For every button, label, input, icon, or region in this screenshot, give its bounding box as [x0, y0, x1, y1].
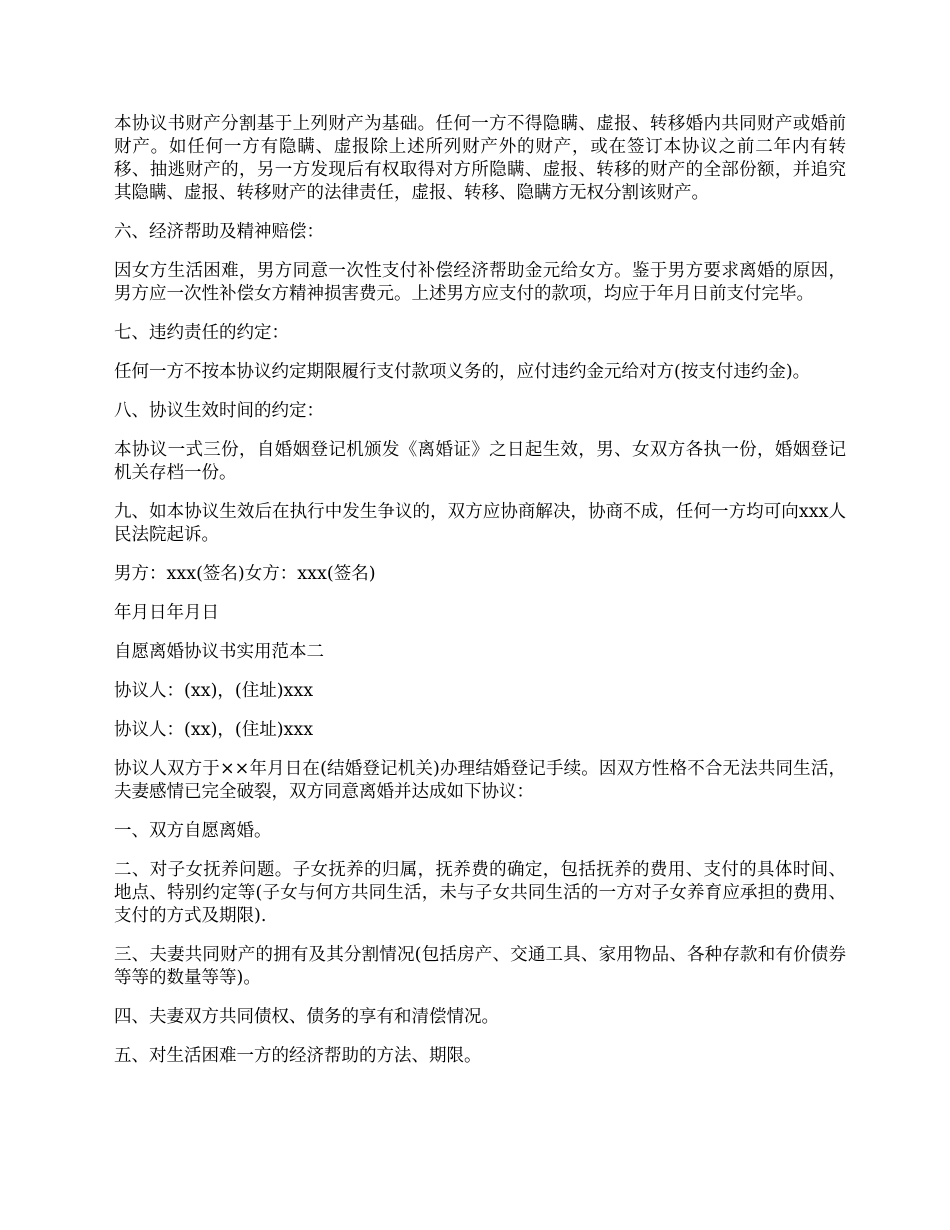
section-heading-breach-liability: 七、违约责任的约定： [114, 323, 289, 343]
date-line: 年月日年月日 [114, 603, 219, 623]
party-line-2: 协议人：(xx)，(住址)xxx [114, 720, 314, 740]
section-heading-effective-time: 八、协议生效时间的约定： [114, 401, 324, 421]
dispute-resolution-paragraph: 九、如本协议生效后在执行中发生争议的，双方应协商解决，协商不成，任何一方均可向xxx人民法院起诉。 [114, 502, 846, 545]
clause-3: 三、夫妻共同财产的拥有及其分割情况(包括房产、交通工具、家用物品、各种存款和有价债券等等的数量等等)。 [114, 945, 846, 988]
party-line-1: 协议人：(xx)，(住址)xxx [114, 681, 314, 701]
property-declaration-paragraph: 本协议书财产分割基于上列财产为基础。任何一方不得隐瞒、虚报、转移婚内共同财产或婚前财产。如任何一方有隐瞒、虚报除上述所列财产外的财产，或在签订本协议之前二年内有转移、抽逃财产的，另一方发现后有权取得对方所隐瞒、虚报、转移的财产的全部份额，并追究其隐瞒、虚报、转移财产的法律责任，虚报、转移、隐瞒方无权分割该财产。 [114, 114, 846, 203]
clause-2: 二、对子女抚养问题。子女抚养的归属，抚养费的确定，包括抚养的费用、支付的具体时间、地点、特别约定等(子女与何方共同生活，未与子女共同生活的一方对子女养育应承担的费用、支付的方式及期限). [114, 860, 846, 926]
sample-two-title: 自愿离婚协议书实用范本二 [114, 642, 324, 662]
effective-time-paragraph: 本协议一式三份，自婚姻登记机颁发《离婚证》之日起生效，男、女双方各执一份，婚姻登记机关存档一份。 [114, 440, 846, 483]
breach-liability-paragraph: 任何一方不按本协议约定期限履行支付款项义务的，应付违约金元给对方(按支付违约金)。 [114, 362, 811, 382]
clause-5: 五、对生活困难一方的经济帮助的方法、期限。 [114, 1046, 482, 1066]
signature-line: 男方：xxx(签名)女方：xxx(签名) [114, 564, 376, 584]
clause-4: 四、夫妻双方共同债权、债务的享有和清偿情况。 [114, 1007, 499, 1027]
section-heading-economic-help: 六、经济帮助及精神赔偿： [114, 222, 324, 242]
agreement-preamble: 协议人双方于××年月日在(结婚登记机关)办理结婚登记手续。因双方性格不合无法共同生活，夫妻感情已完全破裂，双方同意离婚并达成如下协议： [114, 759, 846, 802]
economic-help-paragraph: 因女方生活困难，男方同意一次性支付补偿经济帮助金元给女方。鉴于男方要求离婚的原因，男方应一次性补偿女方精神损害费元。上述男方应支付的款项，均应于年月日前支付完毕。 [114, 261, 846, 304]
clause-1: 一、双方自愿离婚。 [114, 821, 272, 841]
document-body [114, 113, 846, 1084]
